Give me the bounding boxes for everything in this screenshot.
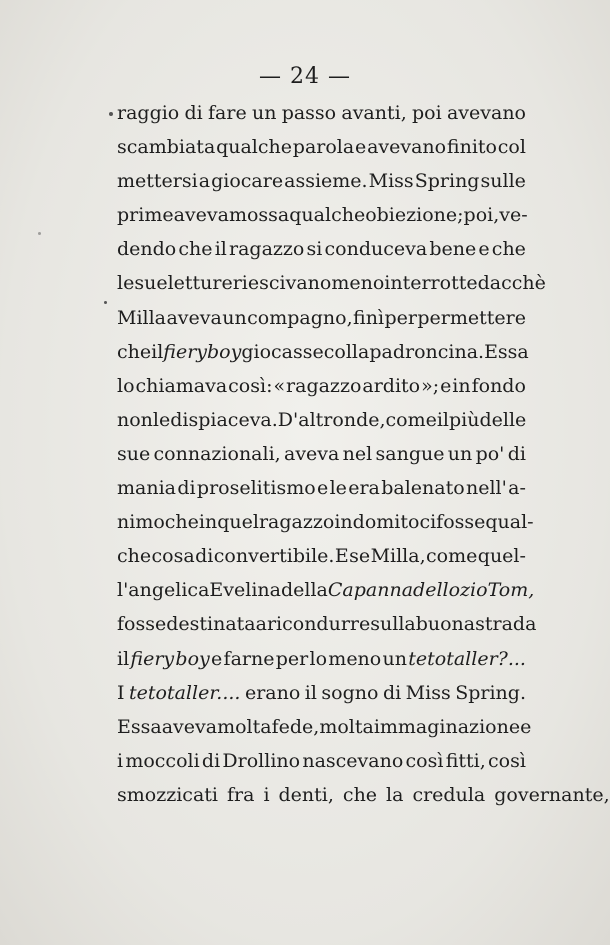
word: che bbox=[491, 238, 526, 261]
word: cosa bbox=[151, 545, 195, 568]
word: avevano bbox=[367, 136, 447, 159]
word: prime bbox=[117, 204, 174, 227]
word: Essa bbox=[117, 715, 162, 738]
word: il bbox=[117, 647, 130, 670]
word: ci bbox=[419, 511, 437, 534]
text-line bbox=[117, 266, 546, 300]
word: colla bbox=[323, 340, 370, 363]
word: i bbox=[117, 749, 124, 772]
text-line bbox=[117, 710, 532, 744]
word: di bbox=[177, 477, 196, 500]
word: le bbox=[329, 477, 347, 500]
word: giocasse bbox=[241, 340, 324, 363]
word: ragazzo bbox=[229, 238, 305, 261]
word: fiery bbox=[163, 340, 208, 363]
word: e bbox=[478, 238, 490, 261]
word: tetotaller?... bbox=[408, 647, 526, 670]
word: così bbox=[405, 749, 444, 772]
word: che bbox=[178, 238, 213, 261]
word: fra bbox=[226, 783, 255, 806]
word: di bbox=[184, 102, 203, 124]
word: ardito bbox=[362, 374, 421, 397]
word: fiery bbox=[130, 647, 175, 670]
word: le bbox=[117, 272, 135, 295]
word: un bbox=[222, 306, 247, 329]
word: delle bbox=[479, 408, 527, 431]
word: altronde, bbox=[298, 408, 386, 431]
word: l'angelica bbox=[117, 579, 210, 602]
word: dello bbox=[413, 579, 461, 602]
word: i bbox=[263, 783, 270, 806]
word: di bbox=[382, 681, 402, 704]
text-line bbox=[117, 744, 526, 778]
word: poi, bbox=[463, 204, 500, 227]
word: aveva bbox=[173, 204, 229, 227]
word: a bbox=[255, 613, 267, 636]
word: po' bbox=[475, 442, 505, 465]
word: e bbox=[520, 715, 532, 738]
word: connazionali, bbox=[153, 442, 281, 465]
text-line bbox=[117, 676, 526, 710]
text-line bbox=[117, 642, 526, 676]
word: la bbox=[386, 783, 404, 806]
word: se bbox=[349, 545, 371, 568]
word: così bbox=[488, 749, 526, 772]
word: che bbox=[117, 340, 152, 363]
word: Spring bbox=[414, 170, 480, 193]
word: che bbox=[164, 511, 199, 534]
word: convertibile. bbox=[213, 545, 335, 568]
text-line bbox=[117, 232, 526, 266]
text-line bbox=[117, 198, 526, 232]
word: il bbox=[436, 408, 450, 431]
word: padroncina. bbox=[369, 340, 485, 363]
word: assieme. bbox=[284, 170, 368, 193]
word: erano bbox=[244, 681, 301, 704]
word: governante, bbox=[494, 783, 610, 806]
text-line bbox=[117, 403, 526, 437]
word: si bbox=[306, 238, 323, 261]
word: col bbox=[497, 136, 526, 159]
word: proselitismo bbox=[196, 477, 316, 500]
word: un bbox=[382, 647, 407, 670]
word: un bbox=[251, 102, 277, 124]
word: fede, bbox=[271, 715, 320, 738]
word: finì bbox=[353, 306, 385, 329]
word: avevano bbox=[446, 102, 526, 124]
word: ve- bbox=[499, 204, 528, 227]
word: Milla, bbox=[370, 545, 426, 568]
word: dispiaceva. bbox=[170, 408, 278, 431]
word: aveva bbox=[284, 442, 340, 465]
ink-speck bbox=[38, 232, 41, 235]
word: Tom, bbox=[487, 579, 535, 602]
word: che bbox=[117, 545, 152, 568]
word: fare bbox=[208, 102, 247, 124]
word: e bbox=[440, 374, 452, 397]
word: fosse bbox=[117, 613, 167, 636]
word: qual- bbox=[485, 511, 534, 534]
word: bene bbox=[429, 238, 477, 261]
word: lo bbox=[309, 647, 328, 670]
word: giocare bbox=[211, 170, 284, 193]
word: fosse bbox=[436, 511, 486, 534]
word: balenato bbox=[381, 477, 465, 500]
word: D' bbox=[277, 408, 299, 431]
word: raggio bbox=[117, 102, 180, 124]
word: passo bbox=[281, 102, 337, 124]
word: sogno bbox=[321, 681, 379, 704]
text-line bbox=[117, 607, 537, 641]
word: indomito bbox=[334, 511, 420, 534]
text-line bbox=[117, 471, 526, 505]
word: in bbox=[198, 511, 218, 534]
word: sulle bbox=[480, 170, 526, 193]
word: finito bbox=[446, 136, 497, 159]
word: strada bbox=[475, 613, 537, 636]
word: boy bbox=[175, 647, 210, 670]
word: aveva bbox=[161, 715, 218, 738]
word: meno bbox=[331, 272, 385, 295]
word: nel bbox=[342, 442, 373, 465]
text-line bbox=[117, 505, 534, 539]
word: letture bbox=[167, 272, 233, 295]
word: compagno, bbox=[247, 306, 353, 329]
word: destinata bbox=[166, 613, 256, 636]
word: zio bbox=[460, 579, 488, 602]
word: mossa bbox=[228, 204, 290, 227]
word: nimo bbox=[117, 511, 165, 534]
word: sue bbox=[134, 272, 168, 295]
word: Essa bbox=[484, 340, 529, 363]
word: di bbox=[195, 545, 214, 568]
word: come bbox=[426, 545, 478, 568]
word: obiezione; bbox=[365, 204, 464, 227]
word: più bbox=[449, 408, 480, 431]
word: moccoli bbox=[125, 749, 200, 772]
text-line bbox=[117, 369, 526, 403]
word: meno bbox=[328, 647, 382, 670]
word: Evelina bbox=[209, 579, 281, 602]
word: boy bbox=[207, 340, 242, 363]
word: E bbox=[334, 545, 349, 568]
word: credula bbox=[412, 783, 486, 806]
word: e bbox=[355, 136, 367, 159]
ink-speck bbox=[104, 301, 107, 304]
word: molta bbox=[217, 715, 272, 738]
word: di bbox=[507, 442, 526, 465]
word: un bbox=[447, 442, 473, 465]
word: farne bbox=[223, 647, 275, 670]
word: parola bbox=[292, 136, 355, 159]
word: aveva bbox=[166, 306, 222, 329]
word: I bbox=[117, 681, 125, 704]
word: e bbox=[211, 647, 223, 670]
word: fitti, bbox=[445, 749, 486, 772]
word: mettersi bbox=[117, 170, 198, 193]
word: non bbox=[117, 408, 153, 431]
word: così: bbox=[228, 374, 273, 397]
word: immaginazione bbox=[373, 715, 521, 738]
word: dacchè bbox=[477, 272, 546, 295]
word: mania bbox=[117, 477, 176, 500]
word: sangue bbox=[375, 442, 445, 465]
ink-speck bbox=[109, 112, 113, 116]
word: il bbox=[214, 238, 227, 261]
word: ragazzo bbox=[286, 374, 362, 397]
word: sulla bbox=[370, 613, 416, 636]
word: sue bbox=[117, 442, 151, 465]
body-text bbox=[117, 96, 610, 812]
word: ricondurre bbox=[266, 613, 371, 636]
word: smozzicati bbox=[117, 783, 218, 806]
text-line bbox=[117, 778, 610, 812]
word: « bbox=[273, 374, 286, 397]
word: Drollino bbox=[222, 749, 301, 772]
text-line bbox=[117, 130, 526, 164]
word: conduceva bbox=[324, 238, 428, 261]
word: quel bbox=[217, 511, 259, 534]
word: lo bbox=[117, 374, 135, 397]
word: il bbox=[151, 340, 164, 363]
word: »; bbox=[421, 374, 440, 397]
word: a bbox=[198, 170, 211, 193]
word: Miss bbox=[368, 170, 414, 193]
word: in bbox=[452, 374, 471, 397]
word: interrotte bbox=[384, 272, 478, 295]
word: scambiata bbox=[117, 136, 216, 159]
word: Milla bbox=[117, 306, 167, 329]
word: chiamava bbox=[135, 374, 228, 397]
text-line bbox=[117, 573, 535, 607]
word: come bbox=[385, 408, 437, 431]
word: molta bbox=[319, 715, 374, 738]
word: della bbox=[280, 579, 328, 602]
word: per bbox=[384, 306, 417, 329]
word: poi bbox=[412, 102, 442, 124]
word: per bbox=[275, 647, 309, 670]
word: che bbox=[342, 783, 378, 806]
word: qualche bbox=[216, 136, 292, 159]
word: riescivano bbox=[232, 272, 332, 295]
word: fondo bbox=[471, 374, 526, 397]
word: e bbox=[316, 477, 329, 500]
word: Spring. bbox=[455, 681, 526, 704]
text-line bbox=[117, 96, 526, 130]
word: avanti, bbox=[341, 102, 407, 124]
word: quel- bbox=[477, 545, 526, 568]
word: nell' bbox=[465, 477, 507, 500]
word: le bbox=[152, 408, 171, 431]
word: dendo bbox=[117, 238, 177, 261]
text-line bbox=[117, 335, 529, 369]
word: Capanna bbox=[327, 579, 414, 602]
word: tetotaller.... bbox=[129, 681, 241, 704]
text-line bbox=[117, 437, 526, 471]
word: denti, bbox=[278, 783, 334, 806]
word: nascevano bbox=[302, 749, 404, 772]
word: era bbox=[348, 477, 380, 500]
word: Miss bbox=[405, 681, 451, 704]
page-number: — 24 — bbox=[259, 64, 351, 89]
word: di bbox=[201, 749, 221, 772]
text-line bbox=[117, 539, 526, 573]
word: a- bbox=[508, 477, 526, 500]
word: buona bbox=[415, 613, 476, 636]
word: ragazzo bbox=[258, 511, 335, 534]
word: qualche bbox=[289, 204, 366, 227]
text-line bbox=[117, 164, 526, 198]
word: il bbox=[304, 681, 317, 704]
word: permettere bbox=[417, 306, 526, 329]
text-line bbox=[117, 301, 526, 335]
